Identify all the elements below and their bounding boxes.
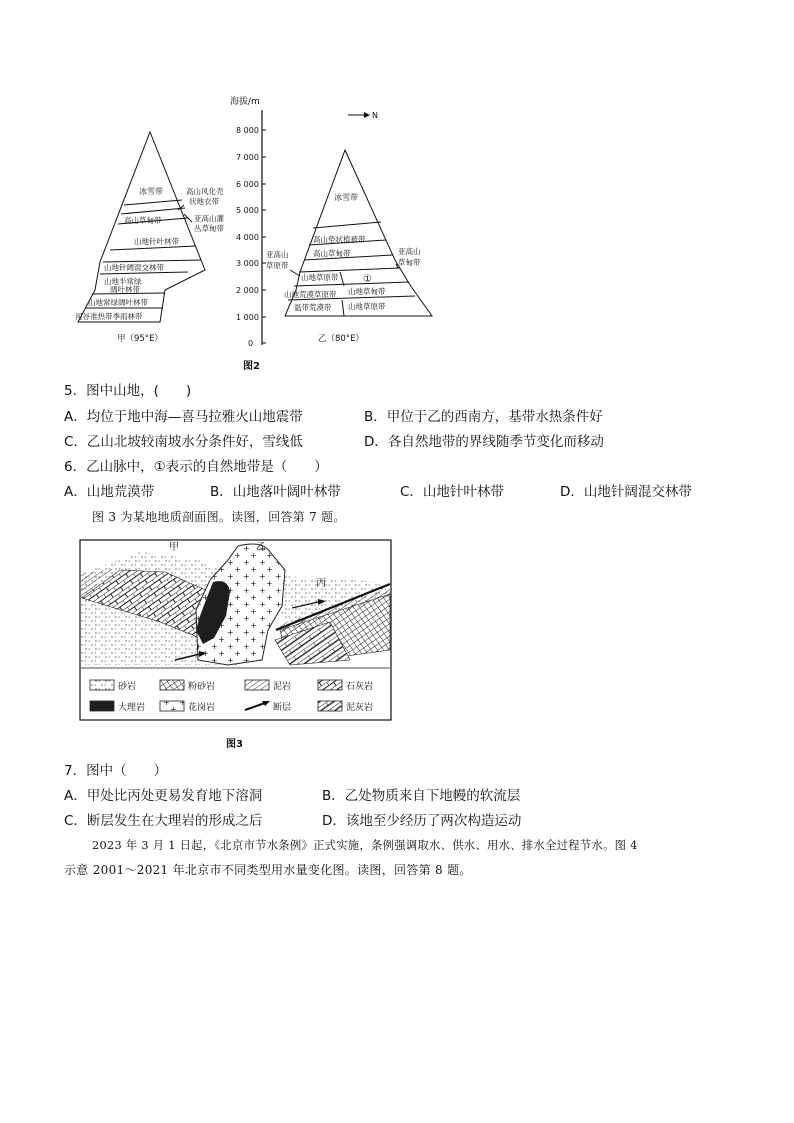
legend-limestone: [318, 680, 373, 692]
north-arrow-icon: [348, 111, 378, 120]
belt-label: 山地草原带: [301, 273, 339, 282]
svg-text:大理岩: 大理岩: [118, 703, 146, 713]
svg-text:断层: 断层: [273, 703, 292, 713]
belt-label: 高山草甸带: [313, 249, 351, 258]
svg-text:3 000: 3 000: [236, 259, 259, 268]
belt-label: 山地针叶林带: [134, 237, 179, 246]
mountain-jia-name: 甲（95°E）: [117, 334, 163, 344]
belt-label: 高山草甸带: [124, 216, 162, 225]
q7-option-d: D．该地至少经历了两次构造运动: [322, 813, 522, 829]
legend-marble: [90, 701, 145, 713]
belt-label: 亚高山: [266, 250, 289, 259]
belt-label: 草原带: [266, 261, 289, 270]
intro-question-7: 图 3 为某地地质剖面图。读图，回答第 7 题。: [92, 510, 346, 524]
belt-label: 山地针阔混交林带: [104, 263, 164, 272]
q6-option-d: D．山地针阔混交林带: [560, 484, 692, 500]
mountain-yi: [266, 150, 432, 344]
label-bing: 丙: [316, 578, 326, 589]
belt-label: 山地荒漠草原带: [284, 290, 337, 299]
svg-text:泥灰岩: 泥灰岩: [346, 703, 374, 713]
question-7-stem: 7．图中（ ）: [64, 763, 168, 779]
belt-label: 山地草原带: [348, 302, 386, 311]
belt-label: 丛草甸带: [194, 224, 224, 233]
belt-label: 草甸带: [398, 258, 421, 267]
svg-text:粉砂岩: 粉砂岩: [188, 682, 216, 692]
svg-text:8 000: 8 000: [236, 126, 259, 135]
belt-label: 亚高山灌: [194, 214, 224, 223]
q6-option-b: B．山地落叶阔叶林带: [210, 484, 341, 500]
q7-option-b: B．乙处物质来自下地幔的软流层: [322, 788, 521, 804]
mountain-jia: [75, 132, 224, 344]
svg-text:N: N: [372, 111, 378, 120]
belt-label: 状地衣带: [189, 197, 219, 206]
figure-3-caption: 图3: [226, 739, 243, 750]
label-jia: 甲: [169, 542, 179, 553]
intro-question-8-line-1: 2023 年 3 月 1 日起，《北京市节水条例》正式实施，条例强调取水、供水、用水、排水全过程节水。图 4: [92, 839, 638, 852]
legend-sandstone: [90, 680, 136, 692]
belt-label: 河谷准热带季雨林带: [75, 312, 143, 321]
figure-2: [0, 0, 794, 380]
question-6-stem: 6．乙山脉中，①表示的自然地带是（ ）: [64, 459, 328, 475]
q7-option-c: C．断层发生在大理岩的形成之后: [64, 813, 263, 829]
tick-0: [248, 339, 266, 348]
svg-text:0: 0: [248, 339, 254, 348]
belt-label: 温带荒漠带: [294, 303, 332, 312]
belt-label: 冰雪带: [334, 193, 358, 202]
svg-text:5 000: 5 000: [236, 206, 259, 215]
legend-granite: [160, 701, 215, 713]
belt-label: 山地半常绿: [104, 277, 142, 286]
belt-label: 山地草甸带: [348, 287, 386, 296]
svg-text:石灰岩: 石灰岩: [346, 682, 374, 692]
svg-text:2 000: 2 000: [236, 286, 259, 295]
belt-label: 阔叶林带: [110, 285, 140, 294]
svg-text:砂岩: 砂岩: [118, 682, 137, 692]
mountain-yi-name: 乙（80°E）: [318, 334, 364, 344]
legend-marl: [318, 701, 373, 713]
svg-text:7 000: 7 000: [236, 153, 259, 162]
axis-title: 海拔/m: [230, 97, 260, 107]
q5-option-d: D．各自然地带的界线随季节变化而移动: [364, 434, 604, 450]
label-yi: 乙: [256, 542, 266, 553]
question-5-stem: 5．图中山地，( ): [64, 383, 192, 399]
belt-label: 高山风化壳: [186, 187, 224, 196]
figure-3: [0, 530, 794, 760]
q7-option-a: A．甲处比丙处更易发育地下溶洞: [64, 788, 263, 804]
q6-option-a: A．山地荒漠带: [64, 484, 155, 500]
belt-label: 亚高山: [398, 247, 421, 256]
legend-siltstone: [160, 680, 215, 692]
belt-label: 高山垫状植被带: [313, 235, 366, 244]
legend-mudstone: [245, 680, 291, 692]
svg-text:6 000: 6 000: [236, 180, 259, 189]
q5-option-a: A．均位于地中海—喜马拉雅火山地震带: [64, 409, 303, 425]
belt-label: 冰雪带: [139, 187, 163, 196]
q5-option-c: C．乙山北坡较南坡水分条件好，雪线低: [64, 434, 303, 450]
belt-label: ①: [363, 274, 372, 285]
intro-question-8-line-2: 示意 2001～2021 年北京市不同类型用水量变化图。读图，回答第 8 题。: [64, 863, 472, 877]
svg-text:1 000: 1 000: [236, 313, 259, 322]
belt-label: 山地常绿阔叶林带: [88, 298, 148, 307]
q6-option-c: C．山地针叶林带: [400, 484, 504, 500]
figure-2-caption: 图2: [243, 361, 260, 372]
q5-option-b: B．甲位于乙的西南方，基带水热条件好: [364, 409, 603, 425]
svg-text:泥岩: 泥岩: [273, 682, 292, 692]
svg-text:花岗岩: 花岗岩: [188, 703, 216, 713]
svg-text:4 000: 4 000: [236, 233, 259, 242]
